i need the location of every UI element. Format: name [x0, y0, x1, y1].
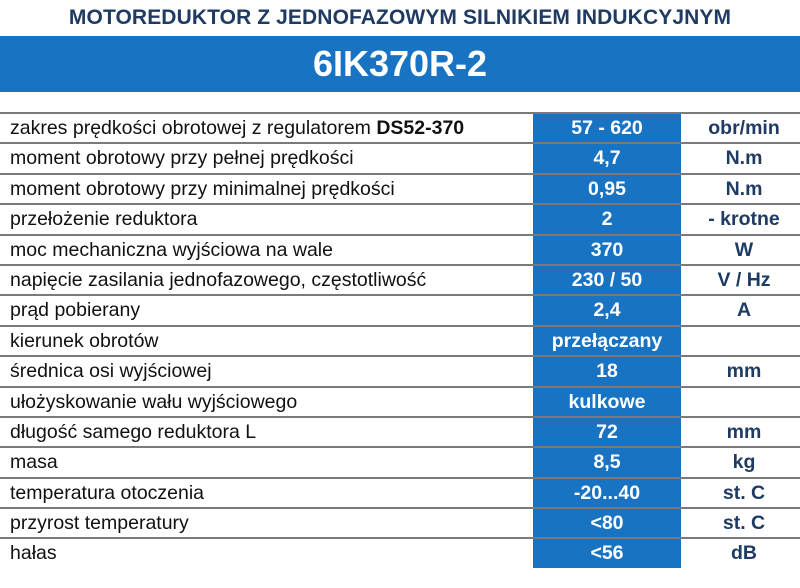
spec-value: 18 [533, 357, 681, 385]
spec-label [10, 114, 525, 142]
spec-label [10, 296, 525, 324]
spec-value: <80 [533, 509, 681, 537]
spec-unit: obr/min [708, 117, 780, 139]
spec-unit: kg [732, 451, 756, 474]
table-row [0, 112, 800, 142]
spec-value: 2,4 [533, 296, 681, 324]
spec-label [10, 357, 525, 385]
spec-unit: - krotne [708, 208, 780, 231]
spec-unit: mm [726, 420, 762, 443]
spec-label-text: zakres prędkości obrotowej z regulatorem [10, 117, 371, 139]
spec-label [10, 236, 525, 264]
table-row [0, 142, 800, 172]
spec-label [10, 388, 525, 416]
table-row [0, 294, 800, 324]
spec-label-text: przyrost temperatury [10, 512, 189, 535]
spec-value: przełączany [533, 327, 681, 355]
spec-unit: W [734, 238, 754, 261]
spec-value: <56 [533, 539, 681, 567]
spec-value: 230 / 50 [533, 266, 681, 294]
table-row [0, 203, 800, 233]
spec-label-text: kierunek obrotów [10, 329, 159, 352]
model-banner: 6IK370R-2 [0, 36, 800, 92]
spec-label-text: napięcie zasilania jednofazowego, częstotliwość [10, 268, 427, 291]
table-row [0, 416, 800, 446]
spec-label-text: długość samego reduktora L [10, 420, 257, 443]
spec-value: 57 - 620 [533, 114, 681, 142]
spec-label [10, 418, 525, 446]
table-row [0, 446, 800, 476]
spec-label-text: średnica osi wyjściowej [10, 360, 212, 383]
table-row [0, 507, 800, 537]
table-row [0, 173, 800, 203]
spec-label-text: masa [10, 451, 58, 474]
spec-unit: N.m [725, 147, 763, 170]
table-row [0, 386, 800, 416]
table-row [0, 264, 800, 294]
spec-label [10, 205, 525, 233]
spec-value: 8,5 [533, 448, 681, 476]
spec-value: 4,7 [533, 144, 681, 172]
table-row [0, 355, 800, 385]
spec-label-text: moc mechaniczna wyjściowa na wale [10, 238, 333, 261]
spec-value: 0,95 [533, 175, 681, 203]
table-row [0, 477, 800, 507]
spec-label [10, 509, 525, 537]
spec-label-text: hałas [10, 542, 57, 565]
spec-label [10, 175, 525, 203]
spec-label [10, 479, 525, 507]
spec-unit: mm [726, 360, 762, 383]
spec-table [0, 112, 800, 568]
spec-label [10, 539, 525, 567]
spec-label-text: temperatura otoczenia [10, 481, 205, 504]
spec-unit: dB [731, 542, 757, 565]
spec-label-text: prąd pobierany [10, 299, 141, 322]
spec-value: 370 [533, 236, 681, 264]
spec-label [10, 266, 525, 294]
spec-label [10, 144, 525, 172]
spec-label-text: ułożyskowanie wału wyjściowego [10, 390, 298, 413]
spec-unit [688, 388, 800, 416]
spec-value: 72 [533, 418, 681, 446]
spec-label-text: przełożenie reduktora [10, 208, 198, 231]
table-row [0, 234, 800, 264]
spec-unit: st. C [722, 481, 766, 504]
table-row [0, 537, 800, 567]
spec-label-text: moment obrotowy przy pełnej prędkości [10, 147, 354, 170]
spec-value: 2 [533, 205, 681, 233]
spec-label-model: DS52-370 [376, 117, 465, 139]
spec-value: kulkowe [533, 388, 681, 416]
table-row [0, 325, 800, 355]
spec-label [10, 448, 525, 476]
spec-unit: A [736, 299, 752, 322]
page-title: MOTOREDUKTOR Z JEDNOFAZOWYM SILNIKIEM INDUKCYJNYM [68, 6, 732, 29]
spec-unit: st. C [722, 512, 766, 535]
spec-unit: V / Hz [717, 268, 771, 291]
spec-label [10, 327, 525, 355]
spec-label-text: moment obrotowy przy minimalnej prędkości [10, 177, 395, 200]
spec-value: -20...40 [533, 479, 681, 507]
spec-unit: N.m [725, 177, 763, 200]
spec-unit [688, 327, 800, 355]
